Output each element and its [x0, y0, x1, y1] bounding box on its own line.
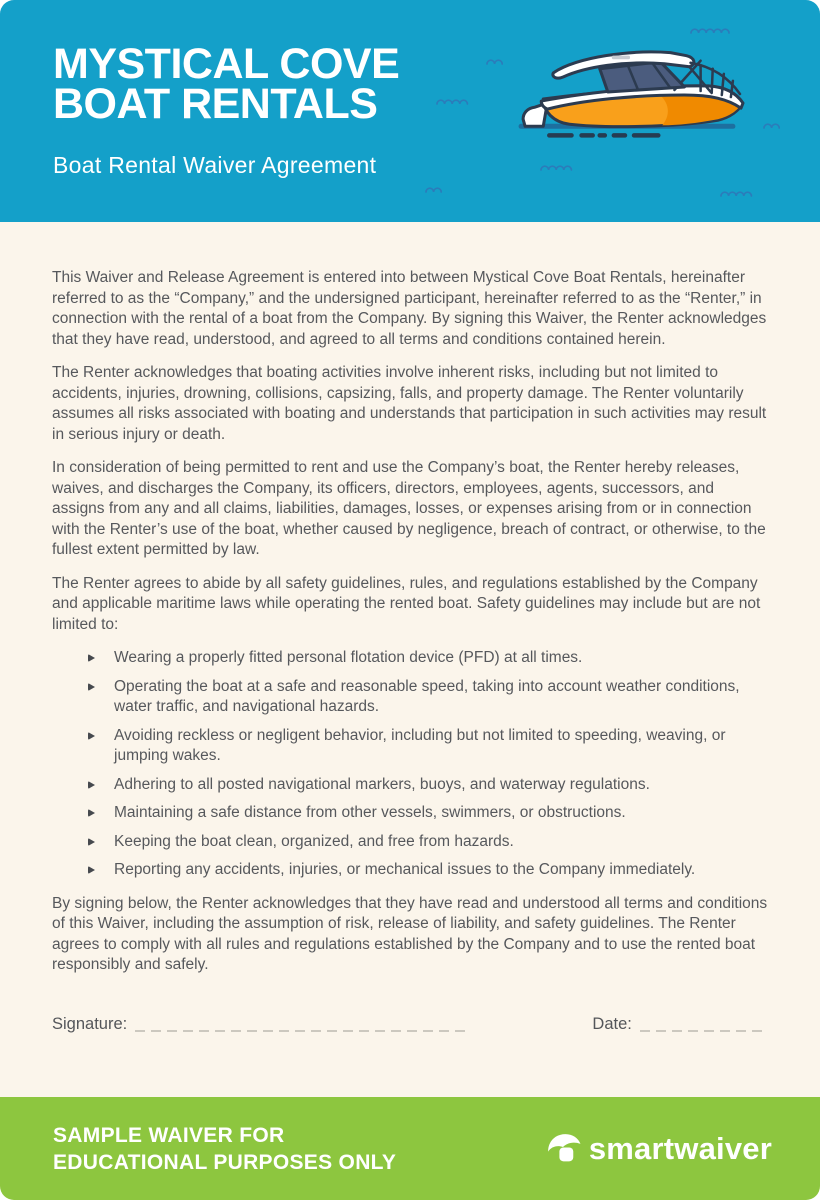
smartwaiver-wordmark: smartwaiver — [588, 1130, 772, 1166]
company-name — [53, 40, 400, 128]
wave-icon — [540, 163, 573, 172]
bullet-arrow-icon — [88, 781, 95, 789]
list-item-text: Maintaining a safe distance from other vessels, swimmers, or obstructions. — [114, 804, 626, 821]
footer — [0, 1097, 820, 1200]
paragraph-risk-acknowledgement: The Renter acknowledges that boating activities involve inherent risks, including but not limited to accidents, injuries, drowning, collisions, capsizing, falls, and property damage. The Renter voluntarily assumes all risks associated with boating and understands that participation in such activities may result in serious injury or death. — [52, 364, 767, 443]
list-item-text: Reporting any accidents, injuries, or mechanical issues to the Company immediately. — [114, 861, 696, 878]
smartwaiver-logo — [545, 1130, 772, 1167]
waiver-body — [0, 222, 820, 1097]
list-item — [52, 832, 768, 853]
wave-icon — [720, 189, 753, 198]
list-item — [52, 775, 768, 796]
bullet-arrow-icon — [88, 809, 95, 817]
document-title: Boat Rental Waiver Agreement — [53, 152, 377, 178]
company-name-line2: BOAT RENTALS — [53, 80, 378, 128]
list-item-text: Operating the boat at a safe and reasonable speed, taking into account weather conditions, water traffic, and navigational hazards. — [114, 677, 740, 715]
wave-icon — [425, 185, 443, 194]
header — [0, 0, 820, 222]
list-item-text: Keeping the boat clean, organized, and free from hazards. — [114, 832, 514, 850]
wave-icon — [486, 57, 504, 66]
safety-guidelines-list — [52, 648, 768, 881]
list-item — [52, 648, 768, 669]
bullet-arrow-icon — [88, 732, 95, 740]
list-item — [52, 726, 768, 767]
list-item — [52, 803, 768, 824]
boat-illustration — [513, 46, 745, 140]
date-line[interactable] — [640, 1020, 768, 1032]
paragraph-release-of-liability: In consideration of being permitted to rent and use the Company’s boat, the Renter hereby releases, waives, and discharges the Company, its officers, directors, employees, agents, successors, and assigns from any and all claims, liabilities, damages, losses, or expenses arising from or in connection with the Renter’s use of the boat, whether caused by negligence, breach of contract, or otherwise, to the fullest extent permitted by law. — [52, 459, 766, 558]
smartwaiver-logo-icon — [545, 1130, 582, 1167]
bullet-arrow-icon — [88, 683, 95, 691]
date-label: Date: — [592, 1014, 632, 1033]
signature-line[interactable] — [135, 1020, 470, 1032]
paragraph-agreement-intro: This Waiver and Release Agreement is entered into between Mystical Cove Boat Rentals, hereinafter referred to as the “Company,” and the undersigned participant, hereinafter referred to as the “Renter,” in connection with the rental of a boat from the Company. By signing this Waiver, the Renter acknowledges that they have read, understood, and agreed to all terms and conditions contained herein. — [52, 269, 767, 348]
list-item — [52, 677, 768, 718]
paragraph-safety-guidelines-intro: The Renter agrees to abide by all safety guidelines, rules, and regulations established by the Company and applicable maritime laws while operating the rented boat. Safety guidelines may include but are not limited to: — [52, 574, 761, 633]
sample-disclaimer — [53, 1122, 396, 1176]
wave-icon — [763, 121, 781, 130]
bullet-arrow-icon — [88, 838, 95, 846]
disclaimer-line2: EDUCATIONAL PURPOSES ONLY — [53, 1150, 397, 1174]
company-name-line1: MYSTICAL COVE — [53, 40, 400, 88]
wave-icon — [690, 26, 730, 35]
list-item — [52, 860, 768, 881]
wave-icon — [436, 97, 469, 106]
list-item-text: Wearing a properly fitted personal flotation device (PFD) at all times. — [114, 649, 583, 666]
bullet-arrow-icon — [88, 654, 95, 662]
paragraph-closing-acknowledgement: By signing below, the Renter acknowledges that they have read and understood all terms and conditions of this Waiver, including the assumption of risk, release of liability, and safety guidelines. The Renter agrees to comply with all rules and regulations established by the Company and to use the rented boat responsibly and safely. — [52, 894, 768, 973]
signature-label: Signature: — [52, 1014, 128, 1033]
signature-section — [52, 1014, 768, 1035]
disclaimer-line1: SAMPLE WAIVER FOR — [53, 1123, 285, 1147]
list-item-text: Avoiding reckless or negligent behavior, including but not limited to speeding, weaving, or jumping wakes. — [114, 726, 726, 764]
bullet-arrow-icon — [88, 866, 95, 874]
list-item-text: Adhering to all posted navigational markers, buoys, and waterway regulations. — [114, 775, 650, 793]
